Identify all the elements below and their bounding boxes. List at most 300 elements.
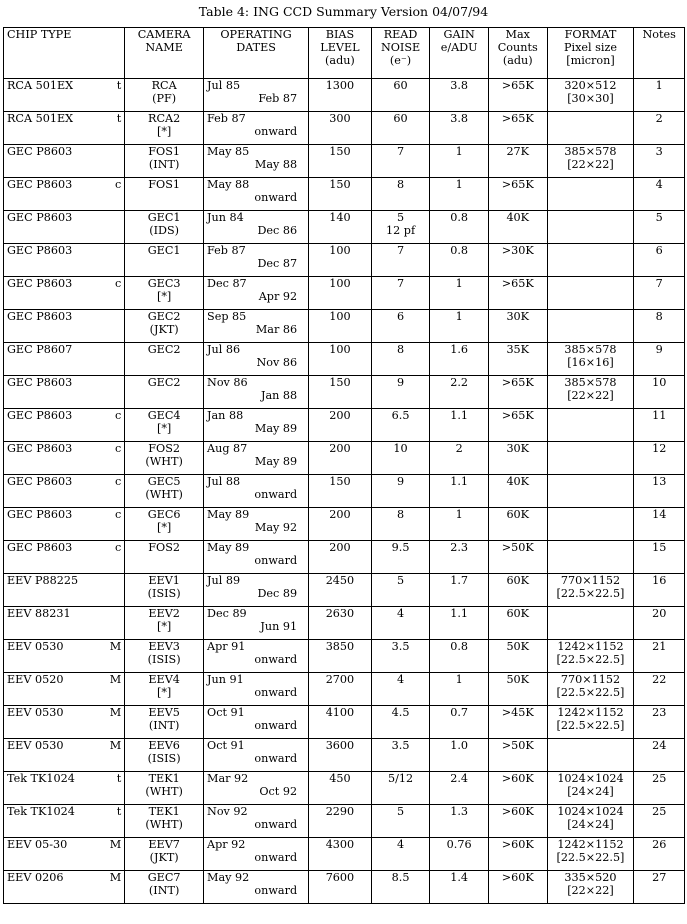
bias-level-cell: 100 [309,343,372,376]
read-noise-cell [371,277,430,310]
chip-type-cell [4,475,125,508]
read-noise-extra [375,752,427,765]
read-noise-cell [371,475,430,508]
gain-cell: 1.1 [430,607,489,640]
gain-cell: 1 [430,508,489,541]
pixel-size: [24×24] [567,818,614,831]
chip-name: GEC P8603 [7,409,73,422]
camera-site: [*] [156,620,172,633]
date-start: Jun 84 [207,211,244,224]
date-start: Oct 91 [207,739,245,752]
read-noise-cell [371,244,430,277]
read-noise: 9.5 [391,541,410,554]
table-row [4,871,685,904]
read-noise-extra [375,323,427,336]
table-row [4,112,685,145]
date-end: Oct 92 [259,785,298,798]
max-counts-cell: >65K [488,277,547,310]
format-size: 1242×1152 [557,838,624,851]
chip-type-cell [4,442,125,475]
read-noise: 5 [396,211,405,224]
date-end: onward [254,488,298,501]
date-start: Feb 87 [207,112,246,125]
header-chip-type: CHIP TYPE [4,28,125,79]
format-cell [547,673,634,706]
chip-flag: t [116,805,122,818]
read-noise: 5 [396,574,405,587]
camera-name: GEC1 [147,211,181,224]
date-start: Mar 92 [207,772,249,785]
operating-dates-cell [204,508,309,541]
camera-site: (INT) [148,719,180,732]
chip-type-cell [4,574,125,607]
camera-name-cell [125,475,204,508]
camera-site: (WHT) [145,818,183,831]
chip-flag: M [109,673,122,686]
pixel-size [551,752,631,765]
read-noise: 7 [396,244,405,257]
read-noise-extra [375,257,427,270]
date-start: May 85 [207,145,250,158]
camera-name: FOS1 [148,178,180,191]
chip-flag: M [109,706,122,719]
chip-flag [118,211,122,224]
date-end: onward [254,554,298,567]
bias-level-cell: 300 [309,112,372,145]
camera-name-cell [125,838,204,871]
camera-name: GEC2 [147,343,181,356]
chip-name: EEV 0530 [7,706,64,719]
pixel-size [551,191,631,204]
gain-cell: 2.4 [430,772,489,805]
notes-cell: 7 [634,277,685,310]
pixel-size: [24×24] [567,785,614,798]
max-counts-cell: 30K [488,310,547,343]
chip-type-cell [4,409,125,442]
max-counts-cell: 40K [488,211,547,244]
gain-cell: 1 [430,310,489,343]
max-counts-cell: >45K [488,706,547,739]
notes-cell: 2 [634,112,685,145]
table-row [4,343,685,376]
camera-name: TEK1 [148,805,180,818]
gain-cell: 1.7 [430,574,489,607]
read-noise-cell [371,79,430,112]
camera-name: RCA2 [148,112,181,125]
pixel-size: [22.5×22.5] [556,587,625,600]
date-end: May 89 [254,422,298,435]
camera-name-cell [125,541,204,574]
chip-name: GEC P8603 [7,541,73,554]
date-end: Dec 89 [257,587,298,600]
camera-site: (ISIS) [147,653,181,666]
date-end: Dec 86 [257,224,298,237]
read-noise: 9 [396,376,405,389]
header-notes: Notes [634,28,685,79]
chip-name: RCA 501EX [7,112,74,125]
gain-cell: 1 [430,277,489,310]
gain-cell: 3.8 [430,112,489,145]
pixel-size: [22.5×22.5] [556,653,625,666]
date-start: May 89 [207,541,250,554]
bias-level-cell: 4100 [309,706,372,739]
date-end: Mar 86 [255,323,298,336]
notes-cell: 9 [634,343,685,376]
operating-dates-cell [204,706,309,739]
camera-site [128,257,200,270]
camera-name: EEV4 [148,673,180,686]
date-start: Jan 88 [207,409,244,422]
date-start: Nov 86 [207,376,248,389]
chip-type-cell [4,673,125,706]
gain-cell: 0.7 [430,706,489,739]
read-noise-extra [375,389,427,402]
camera-name-cell [125,211,204,244]
chip-name: GEC P8603 [7,244,73,257]
camera-site: (INT) [148,884,180,897]
chip-type-cell [4,310,125,343]
date-end: onward [254,752,298,765]
camera-name: GEC3 [147,277,181,290]
header-camera-name: CAMERA NAME [125,28,204,79]
max-counts-cell: 60K [488,508,547,541]
operating-dates-cell [204,343,309,376]
table-row [4,442,685,475]
date-end: May 92 [254,521,298,534]
notes-cell: 4 [634,178,685,211]
table-body [4,79,685,904]
format-size [551,607,631,620]
read-noise-cell [371,607,430,640]
format-cell [547,640,634,673]
pixel-size [551,257,631,270]
operating-dates-cell [204,442,309,475]
read-noise-cell [371,442,430,475]
format-size: 1242×1152 [557,640,624,653]
format-size: 385×578 [564,145,617,158]
bias-level-cell: 2290 [309,805,372,838]
chip-flag: c [114,277,122,290]
read-noise-cell [371,574,430,607]
read-noise: 8 [396,508,405,521]
chip-type-cell [4,607,125,640]
camera-site: [*] [156,686,172,699]
format-cell [547,343,634,376]
operating-dates-cell [204,145,309,178]
camera-name-cell [125,112,204,145]
camera-name: GEC1 [147,244,181,257]
read-noise: 60 [393,112,408,125]
chip-flag [118,343,122,356]
camera-name-cell [125,244,204,277]
max-counts-cell: 60K [488,607,547,640]
notes-cell: 22 [634,673,685,706]
operating-dates-cell [204,277,309,310]
date-start: Apr 91 [207,640,246,653]
bias-level-cell: 2450 [309,574,372,607]
header-read-noise: READ NOISE (e⁻) [371,28,430,79]
max-counts-cell: 60K [488,574,547,607]
chip-flag: t [116,112,122,125]
pixel-size [551,125,631,138]
camera-site [128,191,200,204]
date-end: onward [254,719,298,732]
format-cell [547,145,634,178]
format-cell [547,838,634,871]
pixel-size [551,290,631,303]
format-cell [547,607,634,640]
read-noise-cell [371,409,430,442]
format-size [551,475,631,488]
notes-cell: 5 [634,211,685,244]
header-operating-dates: OPERATING DATES [204,28,309,79]
format-cell [547,772,634,805]
table-row [4,178,685,211]
read-noise-cell [371,838,430,871]
read-noise: 4 [396,673,405,686]
camera-name-cell [125,310,204,343]
format-size [551,277,631,290]
chip-name: EEV 0206 [7,871,64,884]
pixel-size: [22×22] [567,884,614,897]
read-noise-cell [371,310,430,343]
notes-cell: 21 [634,640,685,673]
notes-cell: 26 [634,838,685,871]
chip-type-cell [4,343,125,376]
date-start: Oct 91 [207,706,245,719]
date-start: Sep 85 [207,310,247,323]
camera-site: (WHT) [145,785,183,798]
date-end: onward [254,125,298,138]
bias-level-cell: 100 [309,277,372,310]
max-counts-cell: 30K [488,442,547,475]
camera-site: (PF) [152,92,177,105]
camera-site: (ISIS) [147,752,181,765]
table-row [4,211,685,244]
camera-site: [*] [156,125,172,138]
read-noise-extra [375,818,427,831]
camera-name-cell [125,805,204,838]
chip-name: EEV 05-30 [7,838,68,851]
read-noise-extra [375,191,427,204]
date-end: May 89 [254,455,298,468]
read-noise-cell [371,343,430,376]
date-end: onward [254,884,298,897]
read-noise-extra [375,587,427,600]
bias-level-cell: 150 [309,376,372,409]
chip-flag: M [109,640,122,653]
pixel-size: [30×30] [567,92,614,105]
read-noise: 8.5 [391,871,410,884]
format-size: 1242×1152 [557,706,624,719]
chip-flag: M [109,739,122,752]
format-size: 320×512 [564,79,617,92]
table-row [4,607,685,640]
format-size: 1024×1024 [557,805,624,818]
pixel-size [551,323,631,336]
operating-dates-cell [204,772,309,805]
notes-cell: 12 [634,442,685,475]
date-start: Jul 88 [207,475,241,488]
camera-name-cell [125,706,204,739]
pixel-size: [22×22] [567,389,614,402]
table-row [4,772,685,805]
notes-cell: 24 [634,739,685,772]
header-format: FORMAT Pixel size [micron] [547,28,634,79]
date-start: Jul 86 [207,343,241,356]
header-max-counts: Max Counts (adu) [488,28,547,79]
read-noise-cell [371,376,430,409]
camera-name-cell [125,508,204,541]
chip-flag: c [114,178,122,191]
chip-type-cell [4,145,125,178]
format-cell [547,739,634,772]
date-start: Dec 89 [207,607,247,620]
max-counts-cell: >60K [488,805,547,838]
operating-dates-cell [204,310,309,343]
operating-dates-cell [204,871,309,904]
bias-level-cell: 150 [309,475,372,508]
date-end: Dec 87 [257,257,298,270]
table-row [4,541,685,574]
chip-name: EEV 0530 [7,739,64,752]
chip-flag: t [116,772,122,785]
read-noise: 6 [396,310,405,323]
bias-level-cell: 200 [309,442,372,475]
table-row [4,838,685,871]
max-counts-cell: >65K [488,112,547,145]
table-row [4,145,685,178]
pixel-size [551,422,631,435]
read-noise-cell [371,772,430,805]
chip-name: GEC P8603 [7,211,73,224]
format-size: 335×520 [564,871,617,884]
chip-type-cell [4,871,125,904]
format-cell [547,79,634,112]
camera-site: [*] [156,422,172,435]
read-noise: 60 [393,79,408,92]
date-end: May 88 [254,158,298,171]
chip-flag [118,574,122,587]
format-cell [547,310,634,343]
read-noise-extra [375,125,427,138]
pixel-size [551,620,631,633]
bias-level-cell: 200 [309,409,372,442]
max-counts-cell: >60K [488,772,547,805]
camera-site: (ISIS) [147,587,181,600]
date-start: Jun 91 [207,673,244,686]
format-cell [547,211,634,244]
bias-level-cell: 150 [309,178,372,211]
camera-site: (JKT) [149,323,179,336]
header-bias-level: BIAS LEVEL (adu) [309,28,372,79]
bias-level-cell: 150 [309,145,372,178]
chip-flag: M [109,871,122,884]
camera-name-cell [125,79,204,112]
date-end: Jan 88 [260,389,298,402]
chip-type-cell [4,79,125,112]
read-noise-cell [371,673,430,706]
gain-cell: 1 [430,178,489,211]
camera-name-cell [125,739,204,772]
read-noise-extra [375,719,427,732]
read-noise: 10 [393,442,408,455]
camera-name: GEC6 [147,508,181,521]
camera-name: GEC7 [147,871,181,884]
read-noise: 4 [396,607,405,620]
notes-cell: 6 [634,244,685,277]
table-row [4,508,685,541]
camera-name-cell [125,376,204,409]
chip-type-cell [4,805,125,838]
camera-name: EEV7 [148,838,180,851]
gain-cell: 1 [430,145,489,178]
read-noise-cell [371,112,430,145]
format-cell [547,541,634,574]
read-noise-extra [375,521,427,534]
pixel-size: [22.5×22.5] [556,851,625,864]
date-start: Aug 87 [207,442,248,455]
date-end: Feb 87 [258,92,298,105]
camera-name-cell [125,673,204,706]
read-noise: 7 [396,277,405,290]
camera-name-cell [125,343,204,376]
table-row [4,409,685,442]
table-row [4,376,685,409]
format-size: 1024×1024 [557,772,624,785]
format-cell [547,475,634,508]
max-counts-cell: >65K [488,178,547,211]
max-counts-cell: >65K [488,409,547,442]
operating-dates-cell [204,739,309,772]
format-size [551,211,631,224]
format-cell [547,178,634,211]
chip-type-cell [4,739,125,772]
camera-site [128,356,200,369]
table-row [4,277,685,310]
gain-cell: 2.3 [430,541,489,574]
max-counts-cell: 50K [488,673,547,706]
operating-dates-cell [204,673,309,706]
read-noise: 8 [396,178,405,191]
read-noise-cell [371,508,430,541]
notes-cell: 25 [634,772,685,805]
camera-site: (IDS) [149,224,180,237]
format-size [551,178,631,191]
max-counts-cell: 50K [488,640,547,673]
date-end: onward [254,191,298,204]
notes-cell: 15 [634,541,685,574]
format-size [551,310,631,323]
chip-name: GEC P8603 [7,277,73,290]
format-cell [547,112,634,145]
table-row [4,475,685,508]
read-noise: 3.5 [391,739,410,752]
date-end: Apr 92 [258,290,298,303]
read-noise: 5 [396,805,405,818]
notes-cell: 13 [634,475,685,508]
chip-type-cell [4,178,125,211]
chip-name: Tek TK1024 [7,772,75,785]
read-noise-cell [371,541,430,574]
format-cell [547,409,634,442]
bias-level-cell: 140 [309,211,372,244]
operating-dates-cell [204,409,309,442]
date-start: May 92 [207,871,250,884]
notes-cell: 25 [634,805,685,838]
read-noise-cell [371,211,430,244]
bias-level-cell: 100 [309,244,372,277]
